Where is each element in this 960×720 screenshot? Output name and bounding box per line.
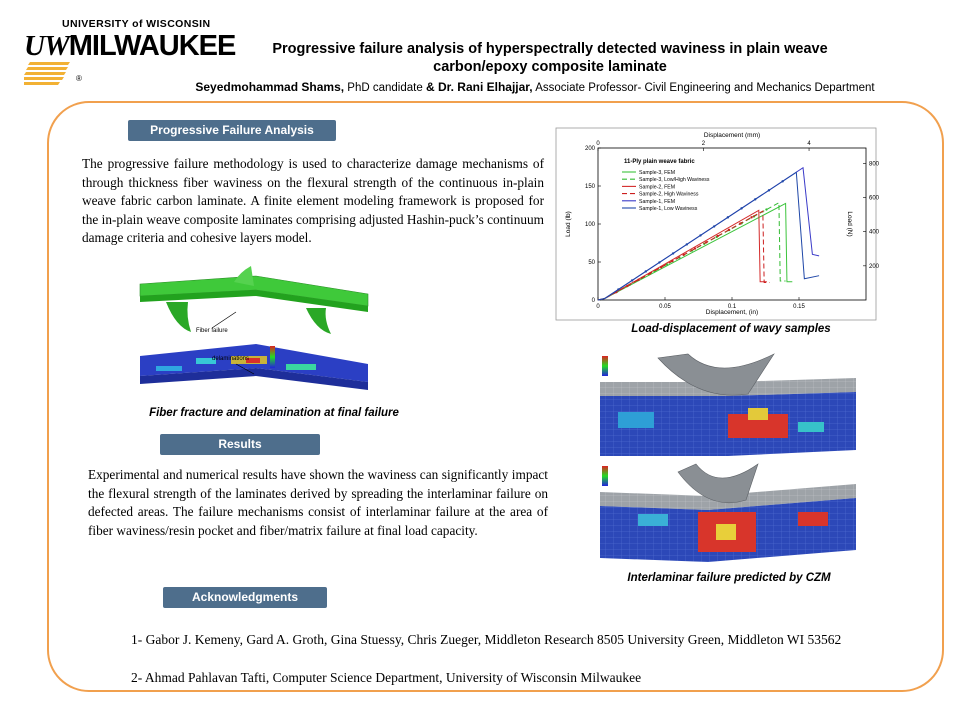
series-marker	[658, 261, 660, 263]
ack-item-1: 1- Gabor J. Kemeny, Gard A. Groth, Gina Stuessy, Chris Zueger, Middleton Research 8505 University Green, Middleton WI 53562	[131, 632, 842, 647]
series-marker	[631, 279, 633, 281]
chart-y2-label: Load (N)	[846, 211, 853, 237]
ack-heading: Acknowledgments	[163, 587, 327, 608]
series-marker	[705, 241, 707, 243]
top-tick-label: 0	[596, 141, 600, 147]
series-marker	[727, 216, 729, 218]
series-marker	[683, 254, 685, 256]
logo-stripes-icon	[24, 62, 70, 86]
legend-entry: Sample-1, FEM	[639, 198, 676, 205]
series-marker	[699, 234, 701, 236]
y-tick-label: 0	[591, 298, 595, 304]
author1-role: PhD candidate	[344, 82, 426, 94]
chart-border	[556, 128, 876, 320]
y2-tick-label: 200	[869, 263, 880, 270]
chart-y-label: Load (lb)	[565, 211, 572, 237]
series-marker	[765, 208, 767, 210]
series-marker	[716, 235, 718, 237]
series-marker	[740, 207, 742, 209]
y2-tick-label: 400	[869, 229, 880, 236]
series-marker	[660, 266, 662, 268]
series-marker	[671, 260, 673, 262]
title-line-1: Progressive failure analysis of hyperspectrally detected waviness in plain weave	[272, 41, 828, 57]
series-marker	[728, 229, 730, 231]
series-marker	[645, 270, 647, 272]
chart-x-label: Displacement, (in)	[705, 309, 759, 316]
legend-entry: Sample-3, FEM	[639, 170, 676, 176]
results-heading: Results	[160, 434, 320, 455]
author1-name: Seyedmohammad Shams,	[195, 80, 345, 94]
legend-entry: Sample-2, FEM	[639, 184, 676, 191]
legend-entry: Sample-3, Low/High Waviness	[639, 177, 710, 184]
chart-top-axis-label: Displacement (mm)	[703, 132, 761, 139]
series-marker	[750, 216, 752, 218]
top-tick-label: 4	[807, 141, 811, 147]
logo-wordmark	[24, 30, 235, 63]
author2-role: Associate Professor- Civil Engineering and Mechanics Department	[532, 82, 875, 94]
series-marker	[739, 222, 741, 224]
results-paragraph: Experimental and numerical results have shown the waviness can significantly impact the flexural strength of the laminates derived by spreading the interlaminar failure on defected areas. The failure mechanisms consist of interlaminar failure at the area of fiber waviness/resin pocket and fiber/matrix failure at final load capacity.	[88, 467, 548, 538]
author-line	[150, 80, 920, 94]
chart-title: 11-Ply plain weave fabric	[624, 159, 695, 165]
top-tick-label: 2	[701, 141, 706, 147]
legend-entry: Sample-2, High Waviness	[639, 191, 699, 198]
series-marker	[649, 272, 651, 274]
series-marker	[637, 279, 639, 281]
y-tick-label: 100	[584, 222, 595, 228]
fiber-failure-figure	[136, 272, 372, 402]
logo-university-text: UNIVERSITY of WISCONSIN	[62, 18, 211, 30]
y2-tick-label: 600	[869, 195, 880, 202]
series-marker	[713, 225, 715, 227]
ack-item-2: 2- Ahmad Pahlavan Tafti, Computer Science Department, University of Wisconsin Milwaukee	[131, 670, 642, 685]
y-tick-label: 200	[584, 146, 595, 152]
author2-name: Dr. Rani Elhajjar,	[437, 80, 533, 94]
y-tick-label: 50	[588, 260, 595, 266]
x-tick-label: 0	[596, 304, 600, 310]
series-marker	[781, 180, 783, 182]
x-tick-label: 0.1	[727, 304, 737, 310]
czm-failure-figure	[598, 352, 858, 570]
uwm-logo	[24, 18, 236, 83]
series-marker	[686, 243, 688, 245]
legend-entry: Sample-1, Low Waviness	[639, 206, 698, 212]
series-marker	[694, 247, 696, 249]
series-marker	[754, 198, 756, 200]
logo-registered: ®	[76, 74, 82, 83]
pfa-heading: Progressive Failure Analysis	[128, 120, 336, 141]
y2-tick-label: 800	[869, 161, 880, 168]
series-marker	[626, 285, 628, 287]
logo-milwaukee: MILWAUKEE	[68, 30, 236, 62]
series-marker	[768, 189, 770, 191]
pfa-paragraph: The progressive failure methodology is used to characterize damage mechanisms of through thickness fiber waviness on the flexural strength of the continuous in-plain weave fabric carbon laminate. A finite element modeling framework is proposed for the in-plain weave composite laminates comprising adjusted Hashin-puck’s continuum damage criteria and cohesive layers model.	[82, 156, 544, 246]
logo-uw: UW	[24, 30, 69, 62]
x-tick-label: 0.05	[659, 304, 671, 310]
y-tick-label: 150	[584, 184, 595, 190]
fiber-caption: Fiber fracture and delamination at final failure	[149, 407, 399, 419]
poster-title	[230, 40, 870, 76]
title-line-2: carbon/epoxy composite laminate	[433, 59, 667, 75]
x-tick-label: 0.15	[793, 304, 805, 310]
series-marker	[672, 252, 674, 254]
fiber-failure-label: Fiber failure	[196, 328, 228, 334]
chart-caption: Load-displacement of wavy samples	[631, 323, 831, 335]
series-marker	[617, 288, 619, 290]
czm-caption: Interlaminar failure predicted by CZM	[627, 572, 831, 584]
delaminations-label: delaminations	[212, 356, 250, 362]
load-displacement-chart	[556, 128, 880, 320]
author-and: &	[425, 80, 438, 94]
